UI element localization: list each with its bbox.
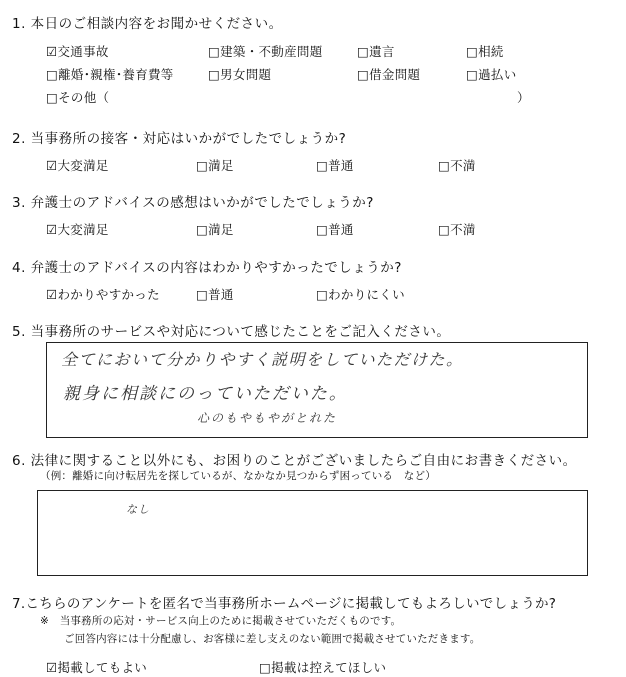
q6-handwriting: なし — [126, 503, 150, 516]
q5-handwriting-line1: 全てにおいて分かりやすく説明をしていただけた。 — [61, 350, 464, 369]
q6-example: （例：離婚に向け転居先を探しているが、なかなか見つからず困っている など） — [40, 470, 436, 482]
q6-title: 6. 法律に関すること以外にも、お困りのことがございましたらご自由にお書きください。 — [12, 453, 577, 469]
q2-option-unsatisfied[interactable]: □不満 — [438, 158, 476, 173]
q7-title: 7.こちらのアンケートを匿名で当事務所ホームページに掲載してもよろしいでしょうか? — [12, 596, 557, 612]
q1-option-will[interactable]: □遺言 — [357, 44, 395, 59]
q1-option-traffic-accident[interactable]: ☑交通事故 — [46, 44, 109, 59]
q3-option-satisfied[interactable]: □満足 — [196, 222, 234, 237]
q4-title: 4. 弁護士のアドバイスの内容はわかりやすかったでしょうか? — [12, 260, 402, 276]
q7-note-1: ※ 当事務所の応対・サービス向上のために掲載させていただくものです。 — [40, 615, 402, 627]
q5-handwriting-line2: 親身に相談にのっていただいた。 — [63, 384, 348, 404]
q1-option-other[interactable]: □その他（ — [46, 90, 110, 105]
q5-title: 5. 当事務所のサービスや対応について感じたことをご記入ください。 — [12, 324, 451, 340]
q3-option-unsatisfied[interactable]: □不満 — [438, 222, 476, 237]
q5-answer-box[interactable] — [46, 342, 588, 438]
q2-title: 2. 当事務所の接客・対応はいかがでしたでしょうか? — [12, 131, 347, 147]
q7-option-allow[interactable]: ☑掲載してもよい — [46, 660, 148, 675]
q1-option-other-close: ） — [517, 90, 530, 105]
q2-option-very-satisfied[interactable]: ☑大変満足 — [46, 158, 109, 173]
q1-option-overpayment[interactable]: □過払い — [466, 67, 517, 82]
q4-option-easy[interactable]: ☑わかりやすかった — [46, 287, 160, 302]
q2-option-normal[interactable]: □普通 — [316, 158, 354, 173]
q1-option-inheritance[interactable]: □相続 — [466, 44, 504, 59]
q6-answer-box[interactable] — [37, 490, 588, 576]
q3-option-normal[interactable]: □普通 — [316, 222, 354, 237]
q5-handwriting-line3: 心のもやもやがとれた — [197, 411, 338, 425]
q1-option-debt[interactable]: □借金問題 — [357, 67, 421, 82]
q1-title: 1. 本日のご相談内容をお聞かせください。 — [12, 16, 283, 32]
q3-title: 3. 弁護士のアドバイスの感想はいかがでしたでしょうか? — [12, 195, 374, 211]
q1-option-divorce[interactable]: □離婚･親権･養育費等 — [46, 67, 174, 82]
q2-option-satisfied[interactable]: □満足 — [196, 158, 234, 173]
q4-option-hard[interactable]: □わかりにくい — [316, 287, 405, 302]
q3-option-very-satisfied[interactable]: ☑大変満足 — [46, 222, 109, 237]
q7-option-decline[interactable]: □掲載は控えてほしい — [259, 660, 387, 675]
q1-option-construction[interactable]: □建築・不動産問題 — [208, 44, 323, 59]
q4-option-normal[interactable]: □普通 — [196, 287, 234, 302]
q1-option-gender[interactable]: □男女問題 — [208, 67, 272, 82]
q7-note-2: ご回答内容には十分配慮し、お客様に差し支えのない範囲で掲載させていただきます。 — [64, 633, 481, 645]
